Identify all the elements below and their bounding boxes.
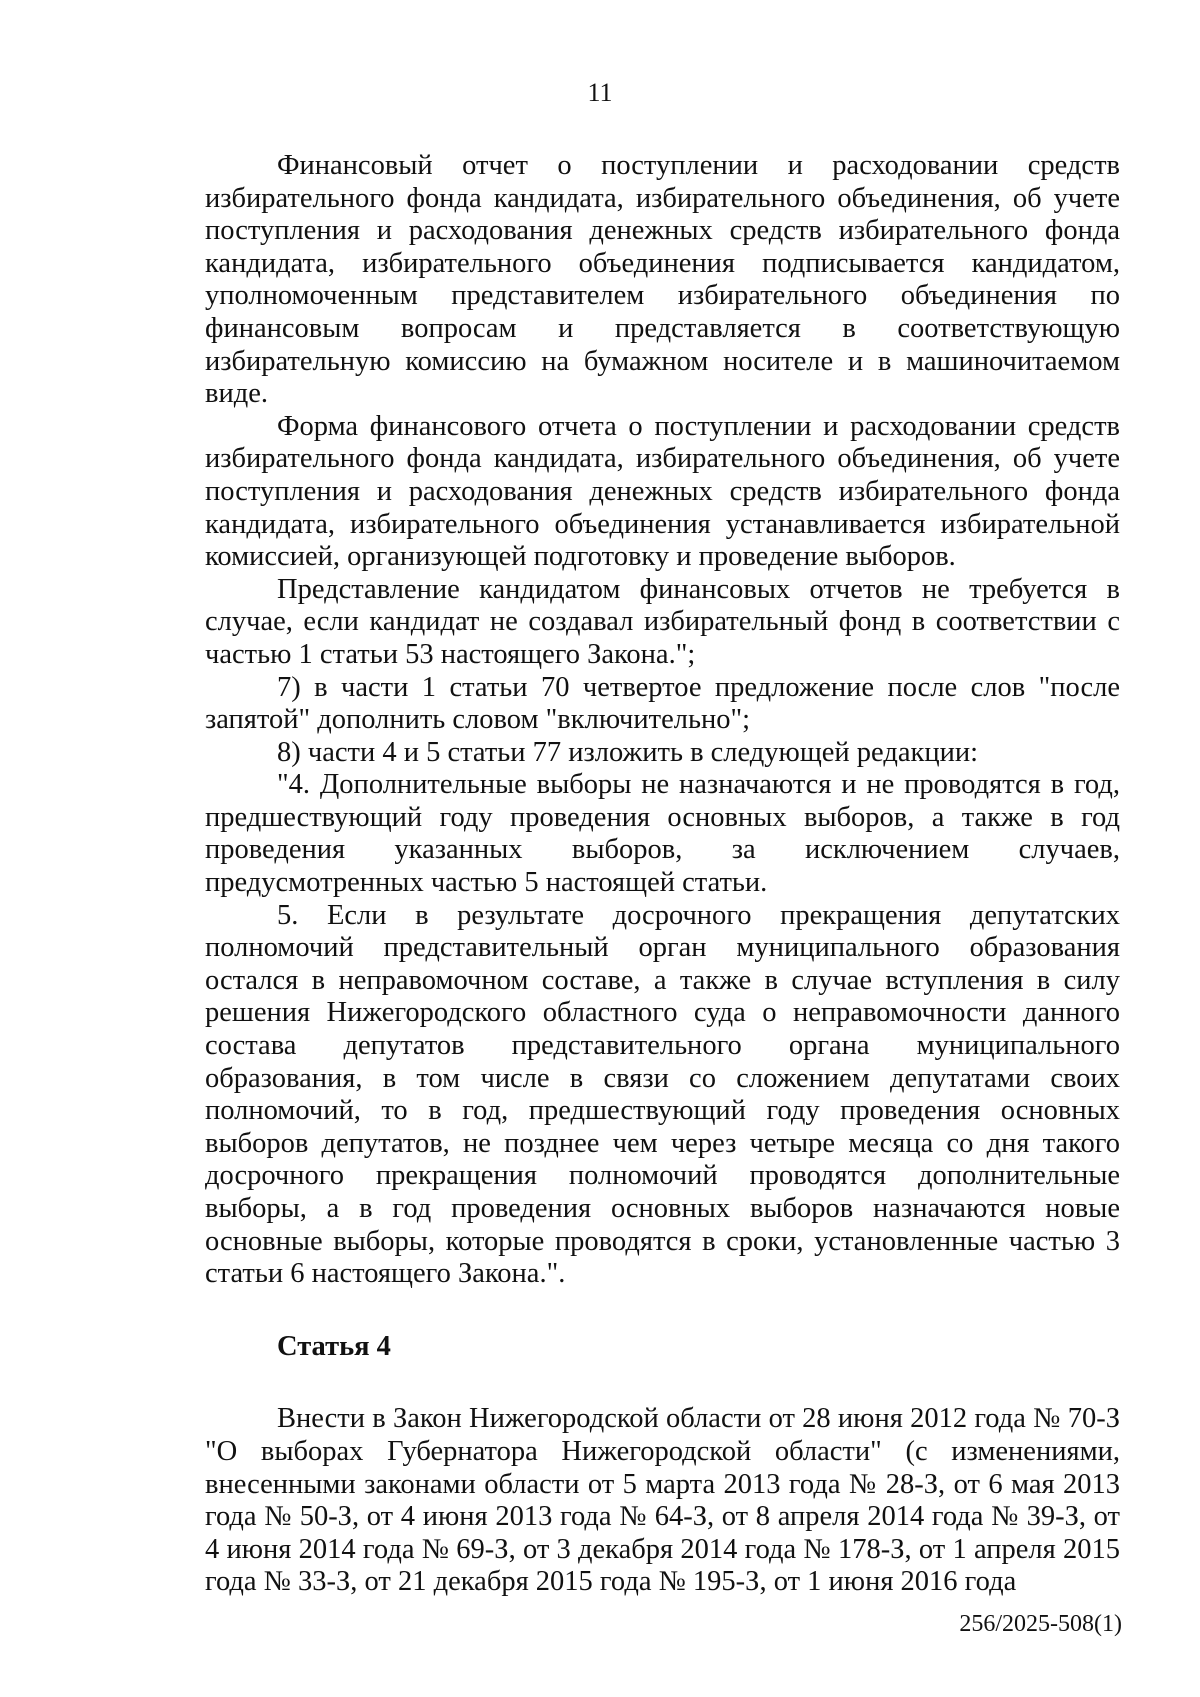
page-number: 11 — [587, 78, 613, 107]
paragraph-item-8: 8) части 4 и 5 статьи 77 изложить в следующей редакции: — [277, 736, 979, 768]
paragraph-financial-report-exemption: Представление кандидатом финансовых отчетов не требуется в случае, если кандидат не создавал избирательный фонд в соответствии с частью 1 статьи 53 настоящего Закона."; — [205, 573, 1120, 670]
paragraph-financial-report-signing: Финансовый отчет о поступлении и расходовании средств избирательного фонда кандидата, избирательного объединения, об учете поступления и расходования денежных средств избирательного фонда кандидата, избирательного объединения подписывается кандидатом, уполномоченным представителем избирательного объединения по финансовым вопросам и представляется в соответствующую избирательную комиссию на бумажном носителе и в машиночитаемом виде. — [205, 150, 1120, 410]
paragraph-part-5: 5. Если в результате досрочного прекращения депутатских полномочий представительный орган муниципального образования остался в неправомочном составе, а также в случае вступления в силу решения Нижегородского областного суда о неправомочности данного состава депутатов представительного органа муниципального образования, в том числе в связи со сложением депутатами своих полномочий, то в год, предшествующий году проведения основных выборов депутатов, не позднее чем через четыре месяца со дня такого досрочного прекращения полномочий проводятся дополнительные выборы, а в год проведения основных выборов назначаются новые основные выборы, которые проводятся в сроки, установленные частью 3 статьи 6 настоящего Закона.". — [205, 899, 1120, 1290]
paragraph-article-4: Внести в Закон Нижегородской области от 28 июня 2012 года № 70-З "О выборах Губернатора Нижегородской области" (с изменениями, внесенными законами области от 5 марта 2013 года № 28-З, от 6 мая 2013 года № 50-З, от 4 июня 2013 года № 64-З, от 8 апреля 2014 года № 39-З, от 4 июня 2014 года № 69-З, от 3 декабря 2014 года № 178-З, от 1 апреля 2015 года № 33-З, от 21 декабря 2015 года № 195-З, от 1 июня 2016 года — [205, 1403, 1120, 1598]
paragraph-item-7: 7) в части 1 статьи 70 четвертое предложение после слов "после запятой" дополнить словом "включительно"; — [205, 671, 1120, 736]
paragraph-part-4: "4. Дополнительные выборы не назначаются и не проводятся в год, предшествующий году проведения основных выборов, а также в год проведения указанных выборов, за исключением случаев, предусмотренных частью 5 настоящей статьи. — [205, 769, 1120, 899]
document-body — [205, 150, 1120, 1599]
footer-document-code: 256/2025-508(1) — [959, 1611, 1122, 1637]
paragraph-financial-report-form: Форма финансового отчета о поступлении и расходовании средств избирательного фонда кандидата, избирательного объединения, об учете поступления и расходования денежных средств избирательного фонда кандидата, избирательного объединения устанавливается избирательной комиссией, организующей подготовку и проведение выборов. — [205, 410, 1120, 573]
article-heading: Статья 4 — [277, 1330, 391, 1362]
